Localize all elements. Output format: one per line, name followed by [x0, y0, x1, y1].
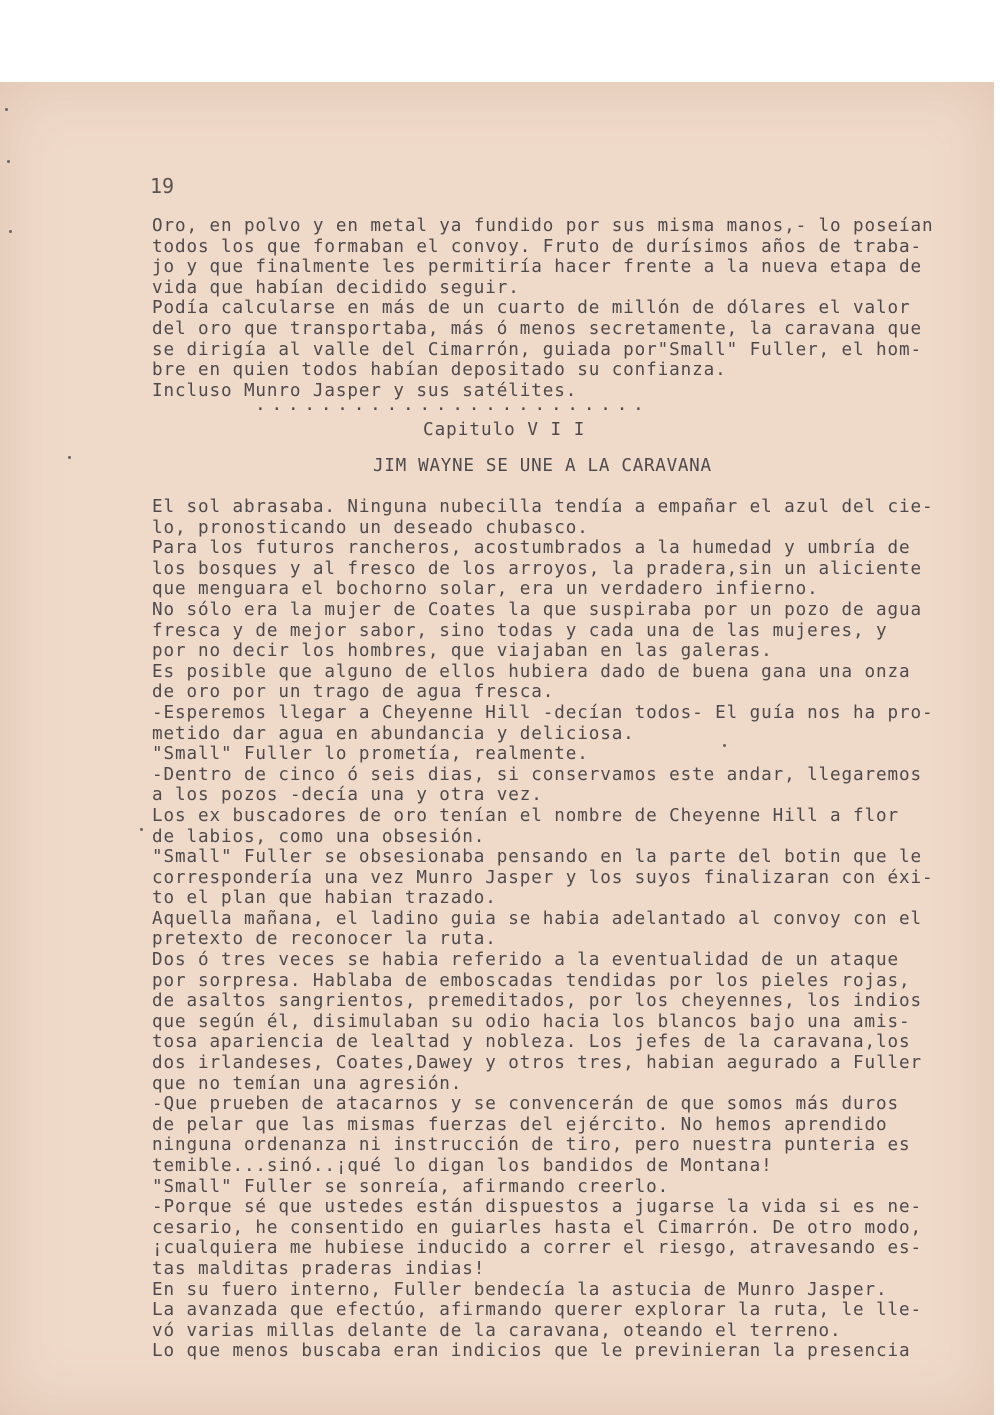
- text-line: dos irlandeses, Coates,Dawey y otros tres, habian aegurado a Fuller: [152, 1053, 922, 1074]
- text-line: "Small" Fuller se obsesionaba pensando en la parte del botin que le: [152, 847, 922, 868]
- text-line: los bosques y al fresco de los arroyos, la pradera,sin un aliciente: [152, 558, 922, 579]
- text-line: Aquella mañana, el ladino guia se habia adelantado al convoy con el: [152, 908, 922, 929]
- text-line: temible...sinó..¡qué lo digan los bandidos de Montana!: [152, 1156, 773, 1176]
- text-line: que según él, disimulaban su odio hacia los blancos bajo una amis-: [152, 1011, 911, 1032]
- text-line: de asaltos sangrientos, premeditados, por los cheyennes, los indios: [152, 991, 922, 1012]
- text-line: que menguara el bochorno solar, era un verdadero infierno.: [152, 579, 819, 600]
- text-line: jo y que finalmente les permitiría hacer frente a la nueva etapa de: [152, 257, 922, 278]
- text-line: ninguna ordenanza ni instrucción de tiro, pero nuestra punteria es: [152, 1135, 911, 1156]
- text-line: por sorpresa. Hablaba de emboscadas tendidas por los pieles rojas,: [152, 970, 911, 991]
- text-line: El sol abrasaba. Ninguna nubecilla tendía a empañar el azul del cie-: [152, 497, 934, 517]
- text-line: "Small" Fuller se sonreía, afirmando creerlo.: [152, 1176, 670, 1197]
- text-line: que no temían una agresión.: [152, 1073, 463, 1094]
- text-line: Incluso Munro Jasper y sus satélites.: [152, 380, 578, 401]
- text-line: se dirigía al valle del Cimarrón, guiada por"Small" Fuller, el hom-: [152, 339, 922, 360]
- text-line: Los ex buscadores de oro tenían el nombre de Cheyenne Hill a flor: [152, 805, 900, 826]
- text-line: cesario, he consentido en guiarles hasta el Cimarrón. De otro modo,: [152, 1217, 922, 1238]
- text-line: -Porque sé que ustedes están dispuestos a jugarse la vida si es ne-: [152, 1197, 922, 1218]
- paper-speck: [140, 828, 143, 831]
- text-line: fresca y de mejor sabor, sino todas y cada una de las mujeres, y: [152, 620, 888, 641]
- text-line: correspondería una vez Munro Jasper y los suyos finalizaran con éxi-: [152, 867, 934, 888]
- page-number: 19: [150, 174, 175, 198]
- text-line: -Esperemos llegar a Cheyenne Hill -decían todos- El guía nos ha pro-: [152, 702, 934, 723]
- text-line: vó varias millas delante de la caravana, oteando el terreno.: [152, 1320, 842, 1341]
- text-line: tosa apariencia de lealtad y nobleza. Los jefes de la caravana,los: [152, 1032, 911, 1053]
- chapter-number: Capitulo V I I: [423, 420, 586, 440]
- text-line: to el plan que habian trazado.: [152, 888, 497, 909]
- text-line: Lo que menos buscaba eran indicios que le previnieran la presencia: [152, 1341, 911, 1362]
- text-line: Para los futuros rancheros, acostumbrados a la humedad y umbría de: [152, 538, 911, 559]
- text-line: pretexto de reconocer la ruta.: [152, 929, 497, 950]
- paper-speck: [9, 230, 12, 233]
- chapter-body: [152, 497, 982, 1362]
- text-line: de oro por un trago de agua fresca.: [152, 682, 555, 703]
- text-line: del oro que transportaba, más ó menos secretamente, la caravana que: [152, 318, 922, 339]
- text-line: a los pozos -decía una y otra vez.: [152, 785, 543, 806]
- text-line: tas malditas praderas indias!: [152, 1258, 486, 1279]
- text-line: de labios, como una obsesión.: [152, 826, 486, 847]
- text-line: todos los que formaban el convoy. Fruto de durísimos años de traba-: [152, 236, 922, 257]
- text-line: -Dentro de cinco ó seis dias, si conservamos este andar, llegaremos: [152, 764, 922, 785]
- text-line: lo, pronosticando un deseado chubasco.: [152, 517, 589, 538]
- text-line: por no decir los hombres, que viajaban en las galeras.: [152, 641, 773, 662]
- section-separator: ........................: [255, 394, 650, 415]
- paper-speck: [7, 160, 10, 163]
- intro-paragraph: [152, 216, 982, 401]
- text-line: vida que habían decidido seguir.: [152, 277, 520, 298]
- text-line: Dos ó tres veces se habia referido a la eventualidad de un ataque: [152, 950, 900, 971]
- text-line: La avanzada que efectúo, afirmando querer explorar la ruta, le lle-: [152, 1300, 922, 1321]
- text-line: Podía calcularse en más de un cuarto de millón de dólares el valor: [152, 298, 911, 319]
- text-line: -Que prueben de atacarnos y se convencerán de que somos más duros: [152, 1094, 900, 1115]
- chapter-title: JIM WAYNE SE UNE A LA CARAVANA: [373, 456, 712, 476]
- text-line: de pelar que las mismas fuerzas del ejército. No hemos aprendido: [152, 1114, 888, 1135]
- text-line: No sólo era la mujer de Coates la que suspiraba por un pozo de agua: [152, 599, 922, 620]
- text-line: En su fuero interno, Fuller bendecía la astucia de Munro Jasper.: [152, 1279, 888, 1300]
- text-line: "Small" Fuller lo prometía, realmente.: [152, 744, 589, 765]
- paper-speck: [68, 456, 71, 459]
- text-line: metido dar agua en abundancia y deliciosa.: [152, 723, 635, 744]
- text-line: Es posible que alguno de ellos hubiera dado de buena gana una onza: [152, 661, 911, 682]
- text-line: bre en quien todos habían depositado su confianza.: [152, 360, 727, 381]
- text-line: ¡cualquiera me hubiese inducido a correr el riesgo, atravesando es-: [152, 1238, 922, 1259]
- paper-speck: [5, 108, 8, 111]
- text-line: Oro, en polvo y en metal ya fundido por sus misma manos,- lo poseían: [152, 216, 934, 236]
